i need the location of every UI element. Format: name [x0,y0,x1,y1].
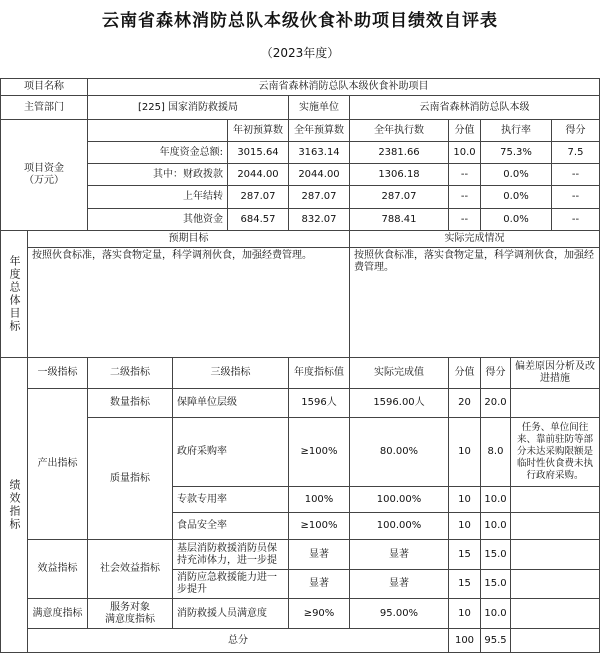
indicator-name: 食品安全率 [172,512,289,540]
perf-header-target: 年度指标值 [288,357,350,389]
l1-benefit: 效益指标 [27,539,88,599]
l2-social-benefit: 社会效益指标 [87,539,173,599]
page-title: 云南省森林消防总队本级伙食补助项目绩效自评表 [102,11,498,31]
indicator-actual: 95.00% [349,598,449,629]
funds-cell: 0.0% [480,208,552,231]
funds-cell: 287.07 [227,185,289,209]
funds-cell: -- [448,208,481,231]
funds-cell: 287.07 [288,185,350,209]
perf-header-reason: 偏差原因分析及改进措施 [510,357,600,389]
funds-cell: 684.57 [227,208,289,231]
funds-cell: -- [551,163,600,186]
page-subtitle: （2023年度） [260,46,340,60]
expected-goal-text: 按照伙食标准，落实食物定量，科学调剂伙食，加强经费管理。 [27,247,350,358]
indicator-score: 15.0 [480,539,511,570]
funds-header-col: 全年执行数 [349,119,449,142]
funds-cell: 75.3% [480,141,552,164]
indicator-score-val: 10 [448,598,481,629]
indicator-reason [510,598,600,629]
funds-cell: 0.0% [480,163,552,186]
perf-label: 绩效指标 [0,357,28,653]
indicator-actual: 80.00% [349,417,449,487]
dept-value: [225] 国家消防救援局 [87,95,289,120]
funds-cell: 2044.00 [288,163,350,186]
indicator-name: 保障单位层级 [172,388,289,418]
dept-label: 主管部门 [0,95,88,120]
indicator-target: 显著 [288,539,350,570]
funds-header-blank [87,119,228,142]
funds-cell: 10.0 [448,141,481,164]
funds-cell: 287.07 [349,185,449,209]
total-score-val: 100 [448,628,481,653]
indicator-score: 20.0 [480,388,511,418]
indicator-score-val: 10 [448,512,481,540]
funds-row-name: 上年结转 [87,185,228,209]
indicator-name: 消防救援人员满意度 [172,598,289,629]
indicator-reason [510,539,600,570]
indicator-actual: 100.00% [349,512,449,540]
indicator-score-val: 15 [448,569,481,599]
perf-header-l1: 一级指标 [27,357,88,389]
funds-cell: 832.07 [288,208,350,231]
funds-cell: 0.0% [480,185,552,209]
expected-label: 预期目标 [27,230,350,248]
perf-header-actual: 实际完成值 [349,357,449,389]
funds-cell: -- [448,185,481,209]
funds-row-name: 其他资金 [87,208,228,231]
funds-row-name: 其中：财政拨款 [87,163,228,186]
indicator-reason [510,512,600,540]
funds-header-col: 分值 [448,119,481,142]
total-reason-blank [510,628,600,653]
indicator-name: 专款专用率 [172,486,289,513]
indicator-score: 15.0 [480,569,511,599]
l1-satisfaction: 满意度指标 [27,598,88,629]
perf-header-score: 得分 [480,357,511,389]
funds-row-name: 年度资金总额: [87,141,228,164]
funds-cell: 3015.64 [227,141,289,164]
funds-header-col: 年初预算数 [227,119,289,142]
indicator-target: 显著 [288,569,350,599]
funds-header-col: 执行率 [480,119,552,142]
funds-cell: -- [551,208,600,231]
indicator-score-val: 10 [448,417,481,487]
perf-header-l2: 二级指标 [87,357,173,389]
project-name-label: 项目名称 [0,78,88,96]
indicator-score-val: 15 [448,539,481,570]
indicator-target: ≥90% [288,598,350,629]
impl-value: 云南省森林消防总队本级 [349,95,600,120]
funds-cell: 3163.14 [288,141,350,164]
indicator-reason [510,569,600,599]
funds-cell: -- [551,185,600,209]
total-label: 总分 [27,628,449,653]
indicator-score: 10.0 [480,598,511,629]
funds-cell: 2044.00 [227,163,289,186]
indicator-score: 10.0 [480,486,511,513]
total-score: 95.5 [480,628,511,653]
impl-label: 实施单位 [288,95,350,120]
actual-label: 实际完成情况 [349,230,600,248]
indicator-name: 基层消防救援消防员保持充沛体力，进一步提 [172,539,289,570]
indicator-score: 8.0 [480,417,511,487]
perf-header-score-val: 分值 [448,357,481,389]
indicator-reason [510,388,600,418]
indicator-score-val: 20 [448,388,481,418]
indicator-reason: 任务、单位间往来、靠前驻防等部分未达采购限额是临时性伙食费未执行政府采购。 [510,417,600,487]
funds-cell: 788.41 [349,208,449,231]
indicator-actual: 1596.00人 [349,388,449,418]
l2-service-satisfaction: 服务对象 满意度指标 [87,598,173,629]
funds-label: 项目资金 （万元） [0,119,88,231]
indicator-name: 政府采购率 [172,417,289,487]
project-name-value: 云南省森林消防总队本级伙食补助项目 [87,78,600,96]
indicator-actual: 显著 [349,569,449,599]
indicator-name: 消防应急救援能力进一步提升 [172,569,289,599]
indicator-target: 1596人 [288,388,350,418]
indicator-target: ≥100% [288,512,350,540]
indicator-actual: 显著 [349,539,449,570]
l2-quantity: 数量指标 [87,388,173,418]
funds-header-col: 得分 [551,119,600,142]
goals-label: 年度总体目标 [0,230,28,358]
actual-goal-text: 按照伙食标准，落实食物定量，科学调剂伙食，加强经费管理。 [349,247,600,358]
indicator-target: ≥100% [288,417,350,487]
funds-cell: 1306.18 [349,163,449,186]
indicator-score: 10.0 [480,512,511,540]
funds-cell: -- [448,163,481,186]
indicator-score-val: 10 [448,486,481,513]
funds-header-col: 全年预算数 [288,119,350,142]
indicator-actual: 100.00% [349,486,449,513]
indicator-target: 100% [288,486,350,513]
indicator-reason [510,486,600,513]
l2-quality: 质量指标 [87,417,173,540]
l1-output: 产出指标 [27,388,88,540]
perf-header-l3: 三级指标 [172,357,289,389]
funds-cell: 2381.66 [349,141,449,164]
funds-cell: 7.5 [551,141,600,164]
